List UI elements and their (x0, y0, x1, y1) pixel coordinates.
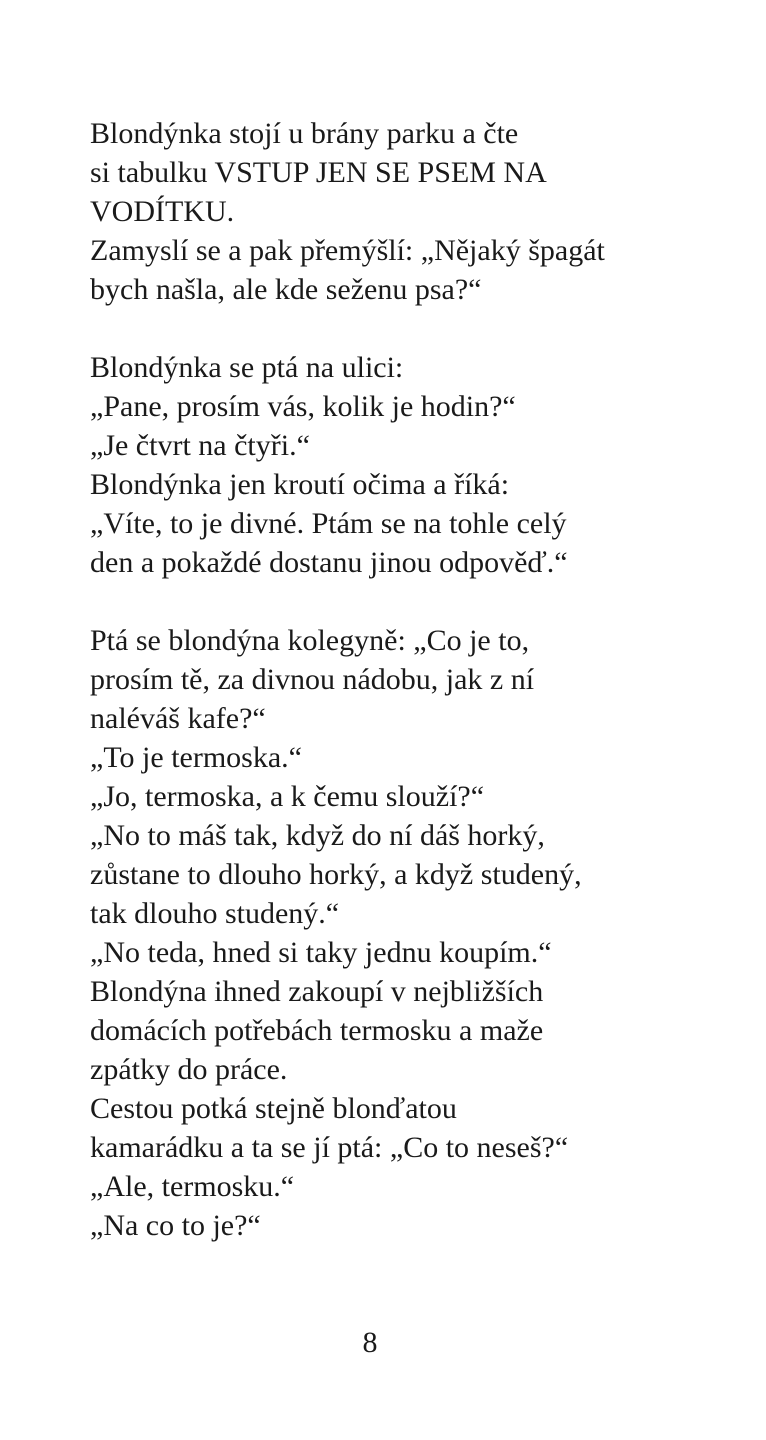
text-line: „Je čtvrt na čtyři.“ (90, 429, 310, 462)
paragraph (90, 348, 605, 582)
paragraph (90, 114, 605, 309)
text-line: „Pane, prosím vás, kolik je hodin?“ (90, 390, 516, 423)
page-body (90, 114, 605, 1245)
text-line: „Na co to je?“ (90, 1209, 261, 1242)
text-line: tak dlouho studený.“ (90, 897, 340, 930)
text-line: zůstane to dlouho horký, a když studený, (90, 858, 582, 891)
text-line: prosím tě, za divnou nádobu, jak z ní (90, 663, 535, 696)
text-line: Blondýnka stojí u brány parku a čte (90, 117, 519, 150)
text-line: Zamyslí se a pak přemýšlí: „Nějaký špagát (90, 234, 605, 267)
text-line: „No to máš tak, když do ní dáš horký, (90, 819, 545, 852)
text-line: „Ale, termosku.“ (90, 1170, 295, 1203)
paragraph (90, 621, 605, 1245)
text-line: „To je termoska.“ (90, 741, 302, 774)
text-line: „No teda, hned si taky jednu koupím.“ (90, 936, 552, 969)
text-line: „Jo, termoska, a k čemu slouží?“ (90, 780, 485, 813)
text-line: VODÍTKU. (90, 195, 235, 228)
paragraph-gap (90, 309, 605, 348)
text-line: Ptá se blondýna kolegyně: „Co je to, (90, 624, 530, 657)
text-line: den a pokaždé dostanu jinou odpověď.“ (90, 546, 568, 579)
text-line: zpátky do práce. (90, 1053, 288, 1086)
page-number: 8 (362, 1326, 378, 1359)
text-line: Blondýnka se ptá na ulici: (90, 351, 404, 384)
text-line: domácích potřebách termosku a maže (90, 1014, 544, 1047)
text-line: bych našla, ale kde seženu psa?“ (90, 273, 482, 306)
text-line: „Víte, to je divné. Ptám se na tohle celý (90, 507, 567, 540)
text-line: naléváš kafe?“ (90, 702, 266, 735)
text-line: Blondýna ihned zakoupí v nejbližších (90, 975, 544, 1008)
text-line: si tabulku VSTUP JEN SE PSEM NA (90, 156, 547, 189)
text-line: Blondýnka jen kroutí očima a říká: (90, 468, 510, 501)
text-line: kamarádku a ta se jí ptá: „Co to neseš?“ (90, 1131, 569, 1164)
text-line: Cestou potká stejně blonďatou (90, 1092, 457, 1125)
paragraph-gap (90, 582, 605, 621)
